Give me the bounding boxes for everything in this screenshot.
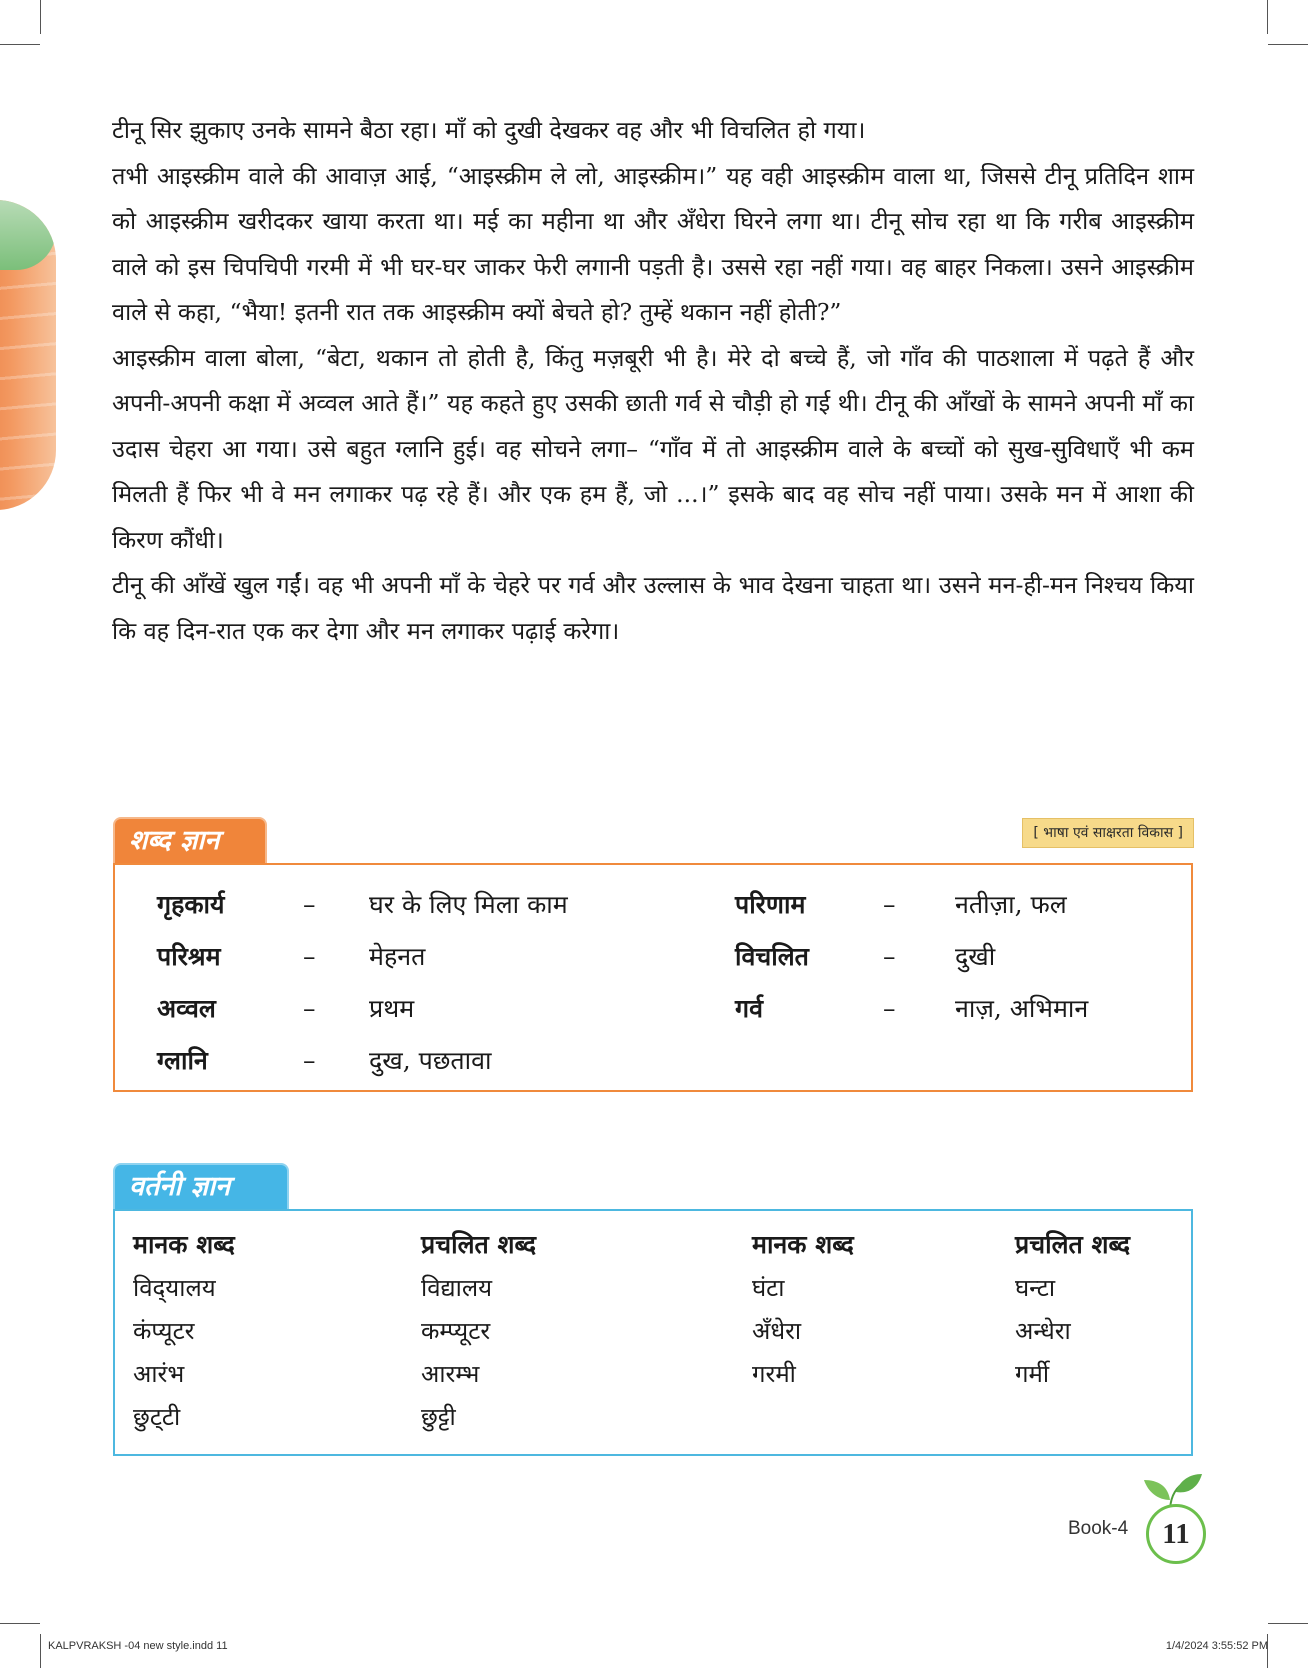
common-word: कम्प्यूटर [421,1317,491,1345]
vocab-word: अव्वल [157,994,216,1023]
vocab-meaning: घर के लिए मिला काम [369,890,568,919]
vocab-dash: – [303,1046,316,1075]
story-paragraph: टीनू की आँखें खुल गईं। वह भी अपनी माँ के चेहरे पर गर्व और उल्लास के भाव देखना चाहता था। उसने मन-ही-मन निश्चय किया कि वह दिन-रात एक कर देगा और मन लगाकर पढ़ाई करेगा। [112,571,1194,645]
standard-word: आरंभ [133,1360,185,1388]
vocab-row [735,879,1155,931]
vocab-dash: – [883,942,896,971]
standard-word: अँधेरा [752,1317,802,1345]
vocab-word: परिश्रम [157,942,221,971]
standard-word: विद्‌यालय [133,1274,216,1302]
vocab-row [157,1035,657,1087]
vartani-gyan-box [113,1209,1193,1456]
column-header: प्रचलित शब्द [1015,1230,1131,1259]
book-label: Book-4 [1068,1518,1129,1539]
column-header: प्रचलित शब्द [421,1230,537,1259]
print-timestamp: 1/4/2024 3:55:52 PM [1165,1640,1268,1652]
vocab-meaning: दुख, पछतावा [369,1046,492,1075]
vocab-row [157,983,657,1035]
common-word: गर्मी [1015,1360,1050,1388]
vocab-word: परिणाम [735,890,806,919]
vocab-dash: – [303,942,316,971]
story-paragraph: आइस्क्रीम वाला बोला, “बेटा, थकान तो होती है, किंतु मज़बूरी भी है। मेरे दो बच्चे हैं, जो गाँव की पाठशाला में पढ़ते हैं और अपनी-अपनी कक्षा में अव्वल आते हैं।” यह कहते हुए उसकी छाती गर्व से चौड़ी हो गई थी। टीनू की आँखों के सामने अपनी माँ का उदास चेहरा आ गया। उसे बहुत ग्लानि हुई। वह सोचने लगा– “गाँव में तो आइस्क्रीम वाले के बच्चों को सुख-सुविधाएँ भी कम मिलती हैं फिर भी वे मन लगाकर पढ़ रहे हैं। और एक हम हैं, जो ...।” इसके बाद वह सोच नहीं पाया। उसके मन में आशा की किरण कौंधी। [112,343,1194,554]
common-word: घन्टा [1015,1274,1056,1302]
file-name: KALPVRAKSH -04 new style.indd 11 [48,1640,228,1652]
standard-word: घंटा [752,1274,785,1302]
vocab-word: गर्व [735,994,763,1023]
story-paragraph: तभी आइस्क्रीम वाले की आवाज़ आई, “आइस्क्रीम ले लो, आइस्क्रीम।” यह वही आइस्क्रीम वाला था, जिससे टीनू प्रतिदिन शाम को आइस्क्रीम खरीदकर खाया करता था। मई का महीना था और अँधेरा घिरने लगा था। टीनू सोच रहा था कि गरीब आइस्क्रीम वाले को इस चिपचिपी गरमी में भी घर-घर जाकर फेरी लगानी पड़ती है। उससे रहा नहीं गया। वह बाहर निकला। उसने आइस्क्रीम वाले से कहा, “भैया! इतनी रात तक आइस्क्रीम क्यों बेचते हो? तुम्हें थकान नहीं होती?” [112,161,1194,326]
vocab-dash: – [883,994,896,1023]
vocab-row [157,879,657,931]
vocab-meaning: नाज़, अभिमान [955,994,1089,1023]
vocab-word: ग्लानि [157,1046,208,1075]
vocab-meaning: नतीज़ा, फल [955,890,1067,919]
vocab-meaning: मेहनत [369,942,426,971]
vocab-row [157,931,657,983]
column-header: मानक शब्द [752,1230,854,1259]
story-paragraph: टीनू सिर झुकाए उनके सामने बैठा रहा। माँ को दुखी देखकर वह और भी विचलित हो गया। [112,116,866,144]
common-word: छुट्टी [421,1403,456,1431]
crop-mark [0,44,40,45]
common-word: अन्धेरा [1015,1317,1071,1345]
crop-mark [0,1623,40,1624]
vocab-word: विचलित [735,942,809,971]
shabd-gyan-box [113,863,1193,1092]
vocab-dash: – [303,890,316,919]
vocab-row [735,983,1155,1035]
crop-mark [40,1634,41,1668]
skill-badge: [ भाषा एवं साक्षरता विकास ] [1022,818,1194,848]
decorative-side-art [0,200,56,510]
column-header: मानक शब्द [133,1230,235,1259]
standard-word: छुट्‌टी [133,1403,181,1431]
standard-word: गरमी [752,1360,796,1388]
vocab-dash: – [303,994,316,1023]
shabd-gyan-title: शब्द ज्ञान [113,817,267,863]
crop-mark [1268,44,1308,45]
vocab-meaning: प्रथम [369,994,415,1023]
vartani-gyan-title: वर्तनी ज्ञान [113,1163,289,1209]
standard-word: कंप्यूटर [133,1317,195,1345]
vocab-meaning: दुखी [955,942,996,971]
page-number: 11 [1146,1504,1206,1564]
crop-mark [1267,0,1268,34]
crop-mark [40,0,41,34]
vocab-dash: – [883,890,896,919]
common-word: आरम्भ [421,1360,480,1388]
common-word: विद्यालय [421,1274,493,1302]
crop-mark [1268,1623,1308,1624]
vocab-word: गृहकार्य [157,890,225,919]
story-text [112,108,1194,654]
vocab-row [735,931,1155,983]
